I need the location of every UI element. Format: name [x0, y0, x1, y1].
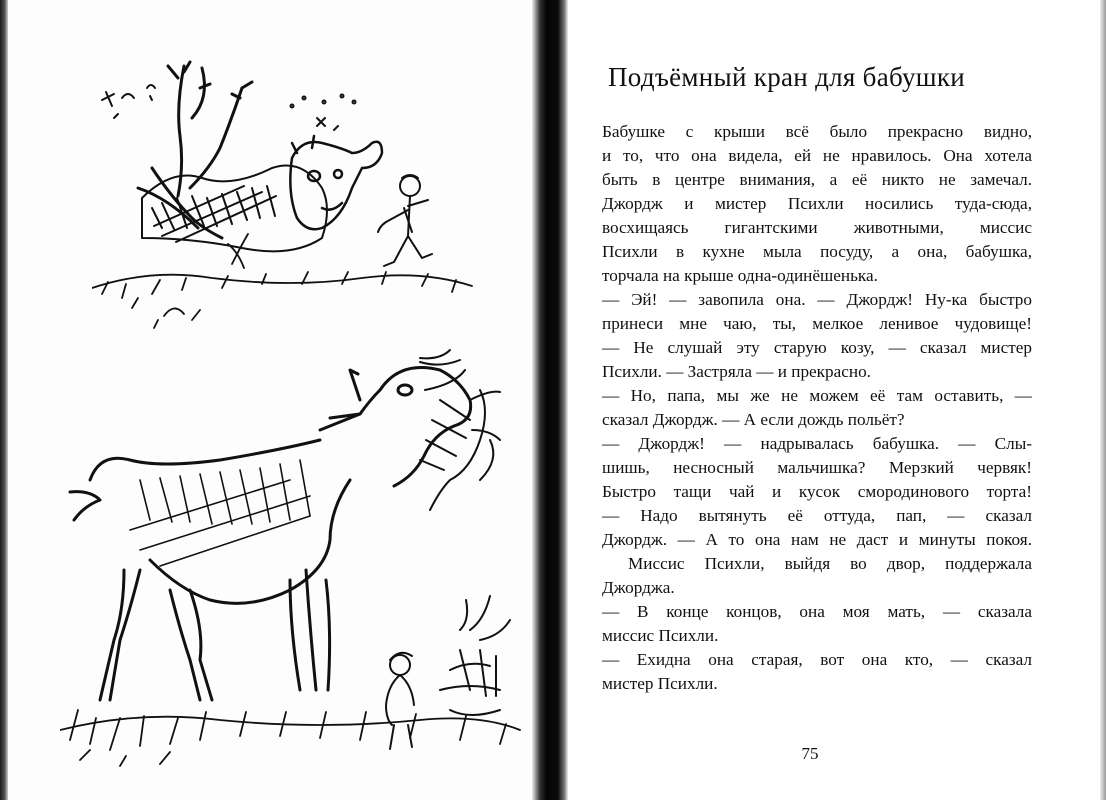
text-line: — Не слушай эту старую козу, — сказал мистер	[602, 338, 1032, 357]
text-line: Джорджа.	[602, 578, 675, 597]
text-line: Психли. — Застряла — и прекрасно.	[602, 362, 871, 381]
text-line: Быстро тащи чай и кусок смородинового торта!	[602, 482, 1032, 501]
page-edge-shadow-right	[1100, 0, 1106, 800]
page-number: 75	[801, 744, 819, 763]
text-line: миссис Психли.	[602, 626, 719, 645]
text-line: мистер Психли.	[602, 674, 718, 693]
text-line: торчала на крыше одна-одинёшенька.	[602, 266, 878, 285]
left-page	[0, 0, 538, 800]
book-gutter	[532, 0, 568, 800]
text-line: сказал Джордж. — А если дождь польёт?	[602, 410, 905, 429]
text-line: восхищаясь гигантскими животными, миссис	[602, 218, 1032, 237]
text-line: — Надо вытянуть её оттуда, пап, — сказал	[602, 506, 1032, 525]
illustration-goat	[60, 330, 530, 770]
page-edge-shadow-left	[0, 0, 8, 800]
text-line: принеси мне чаю, ты, мелкое ленивое чудовище!	[602, 314, 1032, 333]
text-line: Психли в кухне мыла посуду, а она, бабушка,	[602, 242, 1032, 261]
illustration-animal-in-bush	[92, 58, 492, 338]
text-line: — Джордж! — надрывалась бабушка. — Слы-	[602, 434, 1032, 453]
text-line: шишь, несносный мальчишка? Мерзкий червяк!	[602, 458, 1032, 477]
chapter-title: Подъёмный кран для бабушки	[608, 62, 966, 92]
text-line: — В конце концов, она моя мать, — сказала	[602, 602, 1032, 621]
text-line: Миссис Психли, выйдя во двор, поддержала	[628, 554, 1032, 573]
text-line: Джордж и мистер Психли носились туда-сюда,	[602, 194, 1032, 213]
text-line: и то, что она видела, ей не нравилось. Она хотела	[602, 146, 1032, 165]
text-line: — Ехидна она старая, вот она кто, — сказал	[602, 650, 1032, 669]
text-line: Джордж. — А то она нам не даст и минуты покоя.	[602, 530, 1032, 549]
body-text	[602, 120, 1032, 696]
text-line: быть в центре внимания, а её никто не замечал.	[602, 170, 1032, 189]
text-line: — Эй! — завопила она. — Джордж! Ну-ка быстро	[602, 290, 1032, 309]
text-line: — Но, папа, мы же не можем её там оставить, —	[602, 386, 1032, 405]
text-line: Бабушке с крыши всё было прекрасно видно,	[602, 122, 1032, 141]
